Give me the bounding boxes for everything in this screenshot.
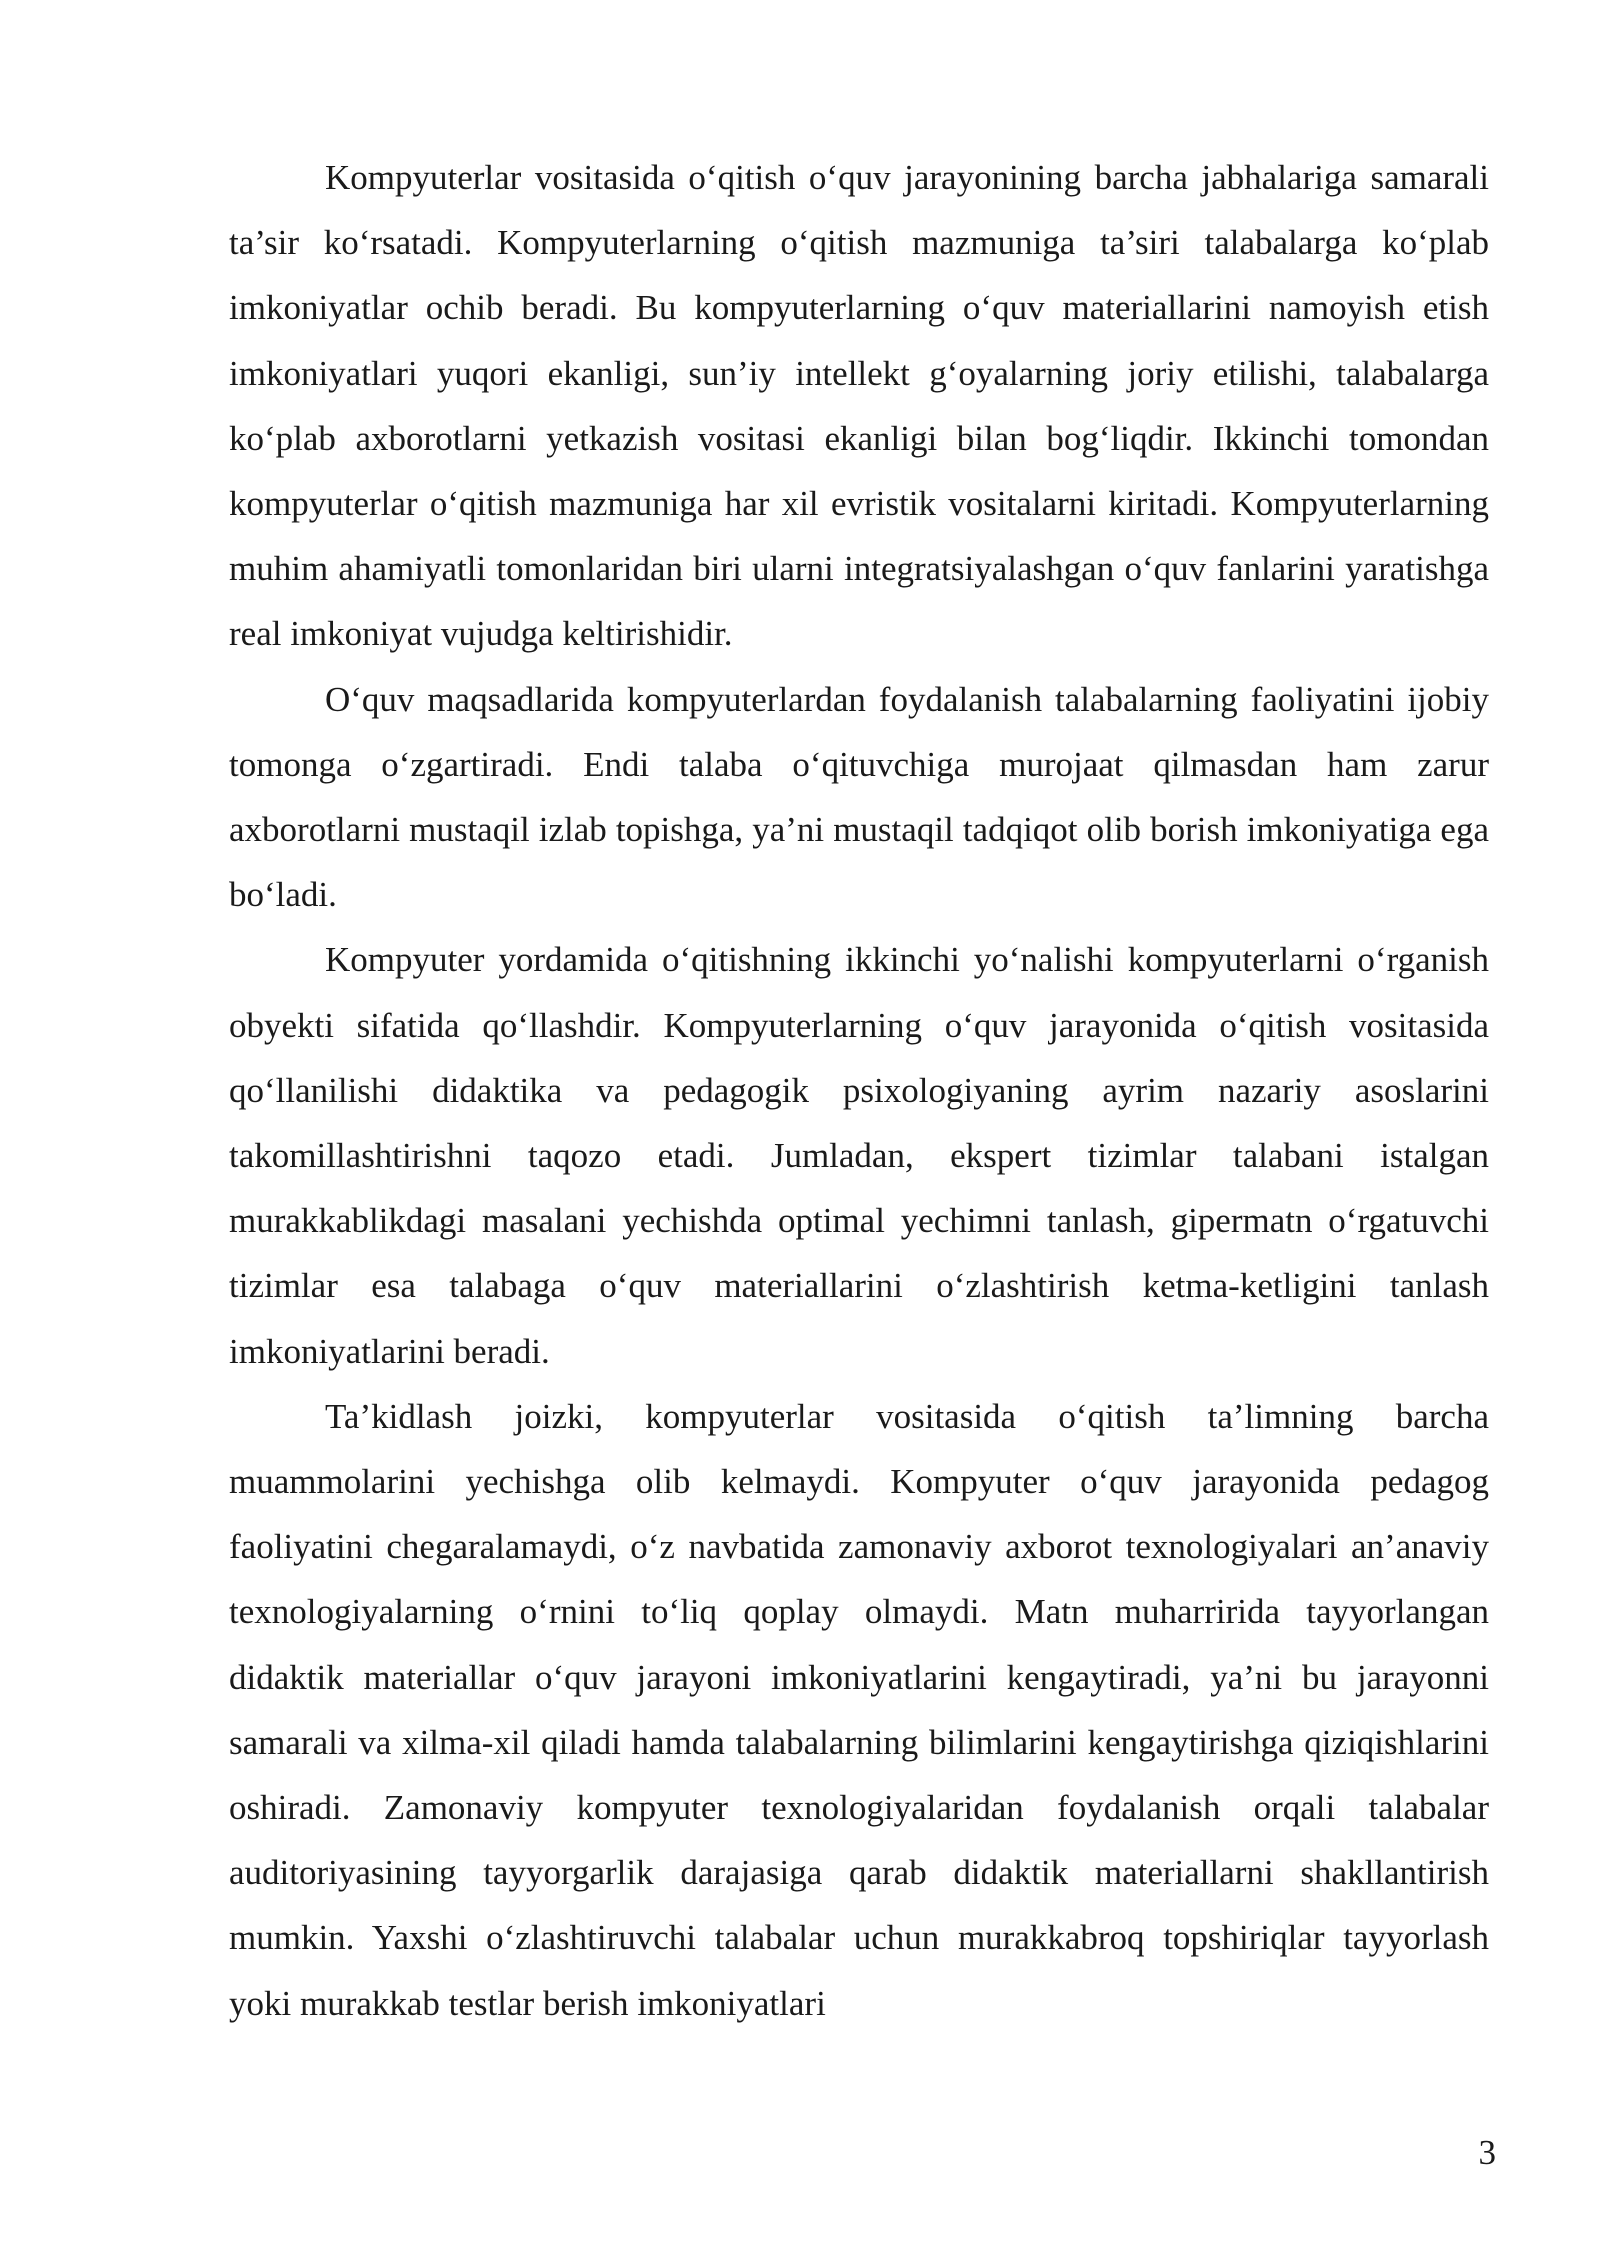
paragraph-3: Kompyuter yordamida o‘qitishning ikkinchi yo‘nalishi kompyuterlarni o‘rganish obyekti sifatida qo‘llashdir. Kompyuterlarning o‘quv jarayonida o‘qitish vositasida qo‘llanilishi didaktika va pedagogik psixologiyaning ayrim nazariy asoslarini takomillashtirishni taqozo etadi. Jumladan, ekspert tizimlar talabani istalgan murakkablikdagi masalani yechishda optimal yechimni tanlash, gipermatn o‘rgatuvchi tizimlar esa talabaga o‘quv materiallarini o‘zlashtirish ketma-ketligini tanlash imkoniyatlarini beradi. (229, 940, 1489, 1371)
paragraph-2: O‘quv maqsadlarida kompyuterlardan foydalanish talabalarning faoliyatini ijobiy tomonga o‘zgartiradi. Endi talaba o‘qituvchiga murojaat qilmasdan ham zarur axborotlarni mustaqil izlab topishga, ya’ni mustaqil tadqiqot olib borish imkoniyatiga ega bo‘ladi. (229, 679, 1489, 915)
page-number: 3 (1478, 2133, 1496, 2172)
paragraph-1: Kompyuterlar vositasida o‘qitish o‘quv jarayonining barcha jabhalariga samarali ta’sir ko‘rsatadi. Kompyuterlarning o‘qitish mazmuniga ta’siri talabalarga ko‘plab imkoniyatlar ochib beradi. Bu kompyuterlarning o‘quv materiallarini namoyish etish imkoniyatlari yuqori ekanligi, sun’iy intellekt g‘oyalarning joriy etilishi, talabalarga ko‘plab axborotlarni yetkazish vositasi ekanligi bilan bog‘liqdir. Ikkinchi tomondan kompyuterlar o‘qitish mazmuniga har xil evristik vositalarni kiritadi. Kompyuterlarning muhim ahamiyatli tomonlaridan biri ularni integratsiyalashgan o‘quv fanlarini yaratishga real imkoniyat vujudga keltirishidir. (229, 158, 1489, 654)
body-text (229, 145, 1489, 2036)
paragraph-4: Ta’kidlash joizki, kompyuterlar vositasida o‘qitish ta’limning barcha muammolarini yechishga olib kelmaydi. Kompyuter o‘quv jarayonida pedagog faoliyatini chegaralamaydi, o‘z navbatida zamonaviy axborot texnologiyalari an’anaviy texnologiyalarning o‘rnini to‘liq qoplay olmaydi. Matn muharririda tayyorlangan didaktik materiallar o‘quv jarayoni imkoniyatlarini kengaytiradi, ya’ni bu jarayonni samarali va xilma-xil qiladi hamda talabalarning bilimlarini kengaytirishga qiziqishlarini oshiradi. Zamonaviy kompyuter texnologiyalaridan foydalanish orqali talabalar auditoriyasining tayyorgarlik darajasiga qarab didaktik materiallarni shakllantirish mumkin. Yaxshi o‘zlashtiruvchi talabalar uchun murakkabroq topshiriqlar tayyorlash yoki murakkab testlar berish imkoniyatlari (229, 1396, 1489, 2023)
